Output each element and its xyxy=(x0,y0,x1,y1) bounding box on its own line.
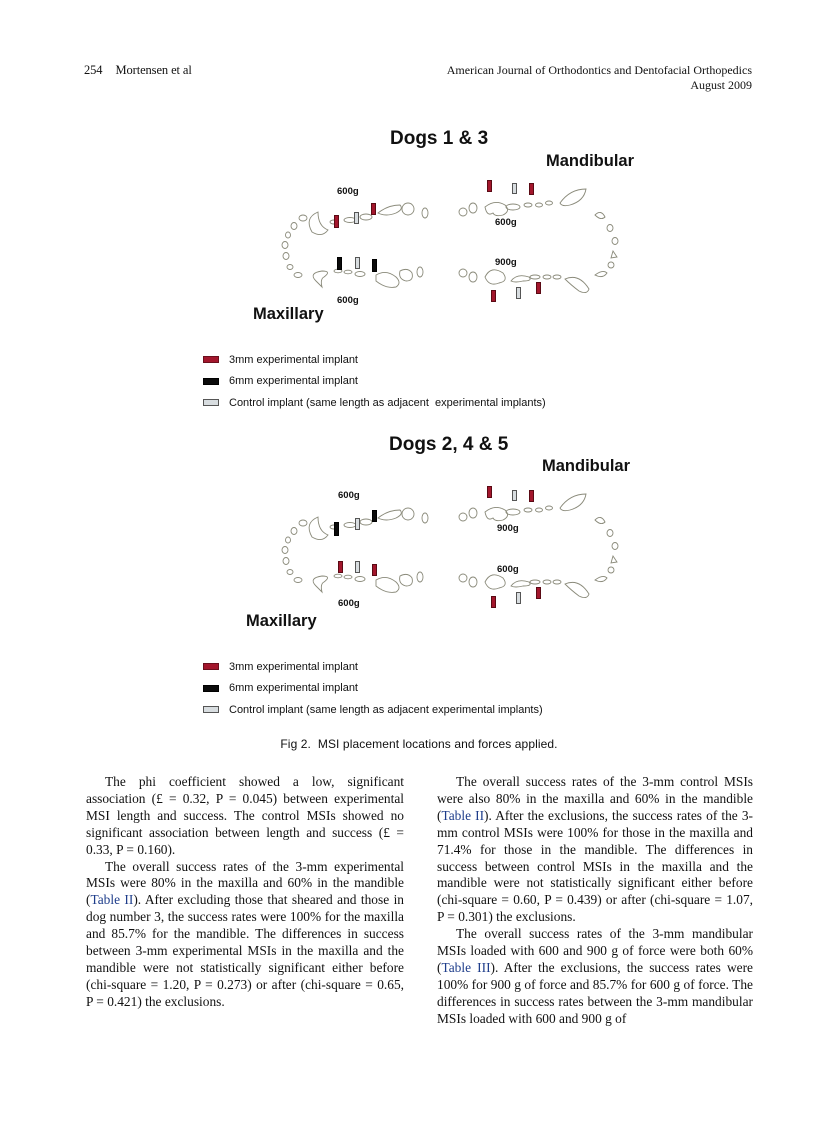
maxillary-arch-diagram xyxy=(268,185,438,300)
force-label: 600g xyxy=(338,598,360,609)
left-column xyxy=(86,774,404,1011)
implant-control xyxy=(355,561,360,573)
page-number: 254 xyxy=(84,63,103,77)
issue-date: August 2009 xyxy=(690,78,752,92)
paragraph: The overall success rates of the 3-mm mandibular MSIs loaded with 600 and 900 g of force were both 60% (Table III). After the exclusions, the success rates were 100% for 900 g of force and 85.7% for 600 g of force. The differences in success rates between the 3-mm mandibular MSIs loaded with 600 and 900 g of xyxy=(437,926,753,1026)
journal-name: American Journal of Orthodontics and Dentofacial Orthopedics xyxy=(446,63,752,77)
mandibular-label: Mandibular xyxy=(542,457,631,475)
implant-3mm xyxy=(487,180,492,192)
swatch-black xyxy=(203,378,219,385)
swatch-gray xyxy=(203,399,219,406)
legend-item-6mm: 6mm experimental implant xyxy=(203,371,546,393)
maxillary-label: Maxillary xyxy=(253,305,324,323)
authors: Mortensen et al xyxy=(115,63,192,77)
implant-6mm xyxy=(334,522,339,536)
implant-3mm xyxy=(491,290,496,302)
implant-6mm xyxy=(372,510,377,522)
force-label: 600g xyxy=(337,186,359,197)
mandibular-label: Mandibular xyxy=(546,152,635,170)
implant-3mm xyxy=(529,183,534,195)
maxillary-label: Maxillary xyxy=(246,612,317,630)
right-column xyxy=(437,774,753,1028)
swatch-red xyxy=(203,663,219,670)
implant-3mm xyxy=(338,561,343,573)
legend-item-control: Control implant (same length as adjacent experimental implants) xyxy=(203,699,543,721)
panel-title: Dogs 2, 4 & 5 xyxy=(389,434,509,455)
table-link[interactable]: Table III xyxy=(441,959,491,975)
table-link[interactable]: Table II xyxy=(90,892,134,908)
implant-3mm xyxy=(529,490,534,502)
panel-title: Dogs 1 & 3 xyxy=(390,128,489,149)
implant-3mm xyxy=(371,203,376,215)
force-label: 900g xyxy=(495,257,517,268)
force-label: 600g xyxy=(495,217,517,228)
legend xyxy=(203,349,546,414)
implant-6mm xyxy=(372,259,377,272)
maxillary-arch-diagram xyxy=(268,490,438,605)
implant-3mm xyxy=(334,215,339,228)
force-label: 600g xyxy=(338,490,360,501)
force-label: 900g xyxy=(497,523,519,534)
implant-control xyxy=(512,183,517,194)
implant-control xyxy=(516,287,521,299)
mandibular-arch-diagram xyxy=(455,490,630,605)
figure-caption: Fig 2. MSI placement locations and forces applied. xyxy=(280,737,558,751)
swatch-black xyxy=(203,685,219,692)
table-link[interactable]: Table II xyxy=(441,807,485,823)
mandibular-arch-diagram xyxy=(455,185,630,300)
paragraph: The phi coefficient showed a low, significant association (£ = 0.32, P = 0.045) between experimental MSI length and success. The control MSIs showed no significant association between length and success (£ = 0.33, P = 0.160). xyxy=(86,774,404,857)
implant-control xyxy=(516,592,521,604)
implant-control xyxy=(355,257,360,269)
force-label: 600g xyxy=(497,564,519,575)
paragraph: The overall success rates of the 3-mm experimental MSIs were 80% in the maxilla and 60% in the mandible (Table II). After excluding those that sheared and those in dog number 3, the success rates were 100% for the maxilla and 85.7% for the mandible. The differences in success between 3-mm experimental MSIs in the maxilla and the mandible were not statistically significant either before (chi-square = 1.20, P = 0.273) or after (chi-square = 0.65, P = 0.421) the exclusions. xyxy=(86,858,404,1009)
swatch-red xyxy=(203,356,219,363)
implant-3mm xyxy=(487,486,492,498)
implant-3mm xyxy=(536,587,541,599)
implant-6mm xyxy=(337,257,342,270)
force-label: 600g xyxy=(337,295,359,306)
implant-control xyxy=(354,212,359,224)
legend-item-3mm: 3mm experimental implant xyxy=(203,349,546,371)
implant-3mm xyxy=(536,282,541,294)
legend-item-control: Control implant (same length as adjacent experimental implants) xyxy=(203,392,546,414)
legend-item-3mm: 3mm experimental implant xyxy=(203,656,543,678)
implant-control xyxy=(355,518,360,530)
legend xyxy=(203,656,543,721)
legend-item-6mm: 6mm experimental implant xyxy=(203,678,543,700)
implant-3mm xyxy=(491,596,496,608)
implant-3mm xyxy=(372,564,377,576)
implant-control xyxy=(512,490,517,501)
paragraph: The overall success rates of the 3-mm control MSIs were also 80% in the maxilla and 60% in the mandible (Table II). After the exclusions, the success rates of the 3-mm control MSIs were 100% for those in the maxilla and 71.4% for those in the mandible. The differences in success between control MSIs in the maxilla and the mandible were not statistically significant either before (chi-square = 0.60, P = 0.439) or after (chi-square = 1.07, P = 0.301) the exclusions. xyxy=(437,774,754,925)
swatch-gray xyxy=(203,706,219,713)
